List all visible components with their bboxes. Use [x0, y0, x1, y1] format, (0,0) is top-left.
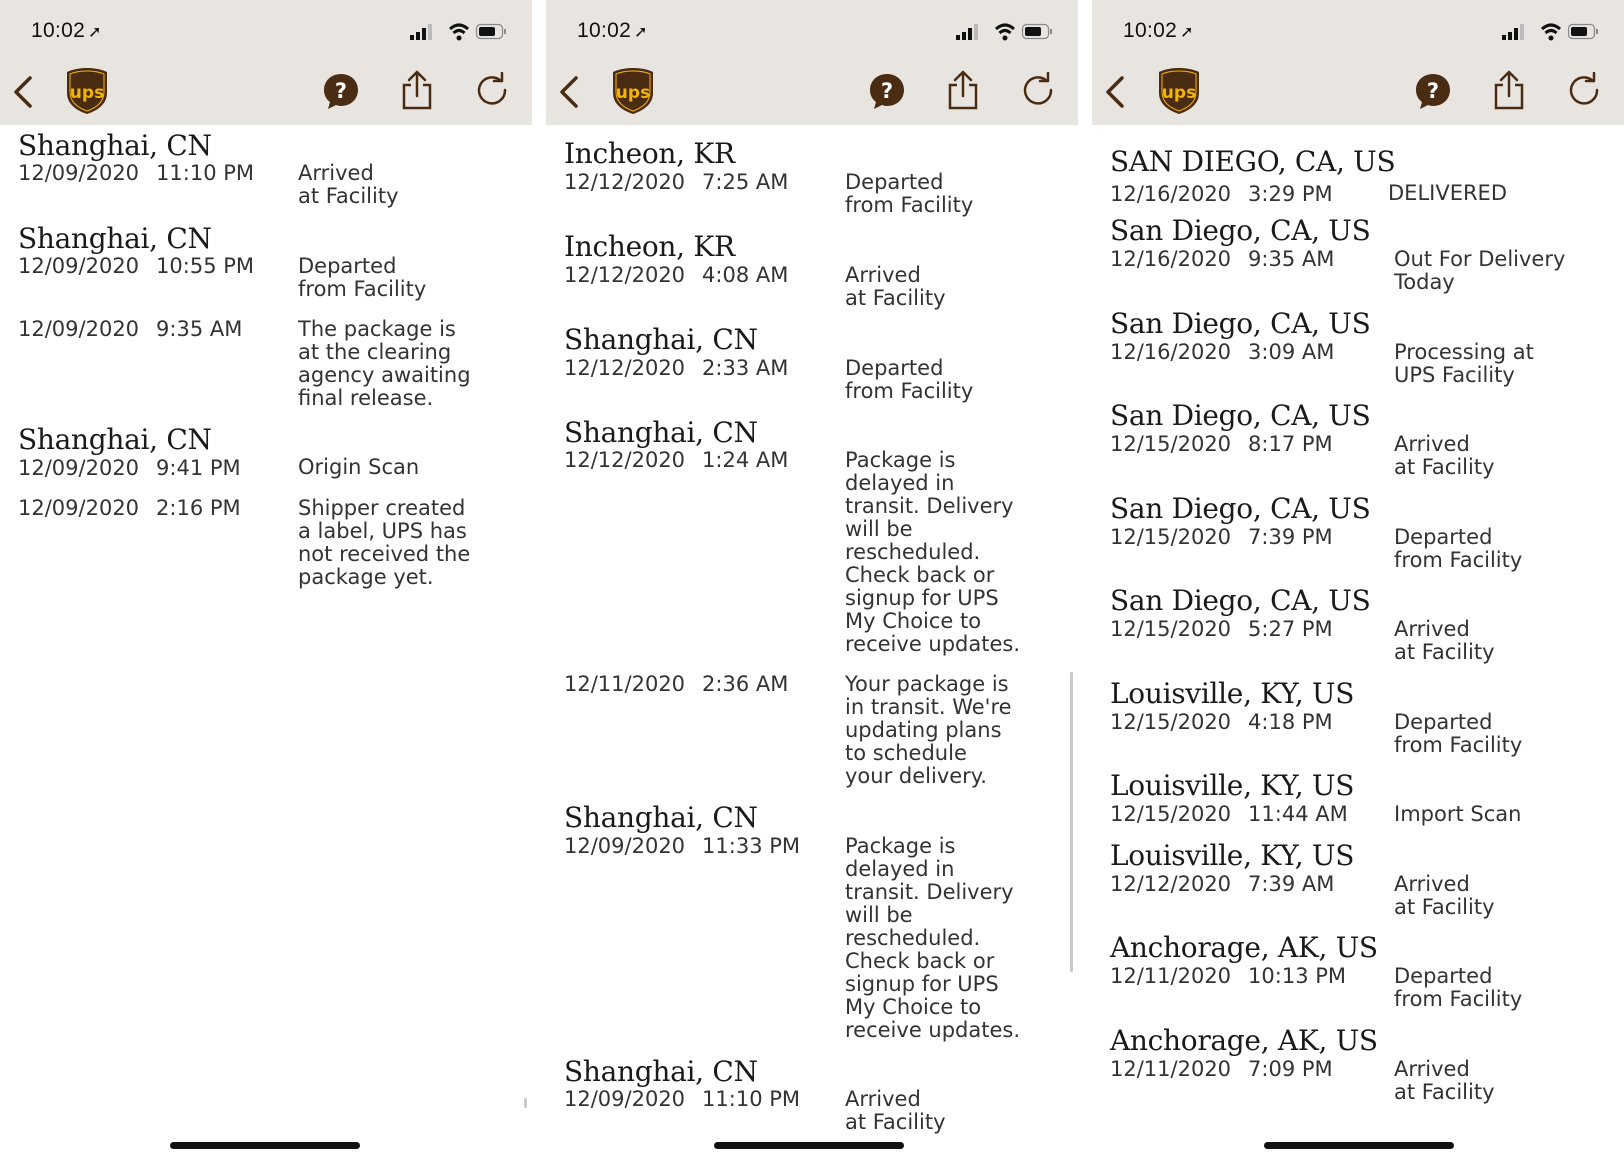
event-description: Your package is in transit. We're updating plans to schedule your delivery.	[845, 672, 1012, 788]
event-datetime: 12/12/2020 1:24 AM	[564, 448, 789, 472]
back-chevron-icon[interactable]	[8, 72, 38, 112]
wifi-icon	[450, 25, 468, 41]
ups-logo	[66, 67, 108, 115]
event-description: Departed from Facility	[298, 254, 427, 301]
refresh-icon[interactable]	[1566, 72, 1602, 108]
nav-bar	[546, 60, 1078, 125]
ups-logo	[612, 67, 654, 115]
event-datetime: 12/15/2020 5:27 PM	[1110, 617, 1333, 641]
svg-text:ups: ups	[615, 83, 651, 103]
back-chevron-icon[interactable]	[1100, 72, 1130, 112]
status-time: 10:02 ➚	[1123, 19, 1194, 42]
system-status-icons	[1502, 20, 1600, 44]
event-datetime: 12/09/2020 11:10 PM	[564, 1087, 801, 1111]
event-description: Arrived at Facility	[1394, 617, 1495, 664]
event-datetime: 12/15/2020 11:44 AM	[1110, 802, 1348, 826]
wifi-icon	[1542, 25, 1560, 41]
event-location: SAN DIEGO, CA, US	[1110, 145, 1396, 178]
event-location: Incheon, KR	[564, 137, 735, 170]
location-arrow-icon: ➚	[1180, 24, 1194, 41]
event-datetime: 12/15/2020 8:17 PM	[1110, 432, 1333, 456]
event-description: Departed from Facility	[1394, 525, 1523, 572]
event-location: Louisville, KY, US	[1110, 677, 1355, 710]
help-icon[interactable]	[322, 72, 360, 110]
share-icon[interactable]	[400, 70, 434, 110]
event-datetime: 12/11/2020 7:09 PM	[1110, 1057, 1333, 1081]
share-icon[interactable]	[946, 70, 980, 110]
location-arrow-icon: ➚	[88, 24, 102, 41]
event-location: Louisville, KY, US	[1110, 769, 1355, 802]
svg-text:?: ?	[880, 79, 894, 103]
event-datetime: 12/12/2020 4:08 AM	[564, 263, 789, 287]
event-location: Shanghai, CN	[564, 1055, 758, 1088]
status-bar	[546, 0, 1078, 60]
event-location: Anchorage, AK, US	[1110, 931, 1378, 964]
scroll-indicator	[524, 1098, 527, 1108]
shipment-progress-list[interactable]	[0, 125, 532, 1158]
event-datetime: 12/15/2020 4:18 PM	[1110, 710, 1333, 734]
status-bar	[0, 0, 532, 60]
event-description: Arrived at Facility	[845, 263, 946, 310]
event-datetime: 12/09/2020 9:41 PM	[18, 456, 241, 480]
event-datetime: 12/16/2020 3:09 AM	[1110, 340, 1335, 364]
battery-icon	[1023, 25, 1053, 39]
svg-text:?: ?	[1426, 79, 1440, 103]
status-bar	[1092, 0, 1624, 60]
event-location: San Diego, CA, US	[1110, 214, 1371, 247]
event-location: Shanghai, CN	[18, 222, 212, 255]
screen-panel-2	[546, 0, 1078, 1158]
event-description: Origin Scan	[298, 455, 420, 479]
help-icon[interactable]	[1414, 72, 1452, 110]
screen-panel-3	[1092, 0, 1624, 1158]
scroll-indicator[interactable]	[1070, 672, 1073, 972]
battery-icon	[477, 25, 507, 39]
svg-text:ups: ups	[1161, 83, 1197, 103]
event-location: Shanghai, CN	[18, 129, 212, 162]
event-location: San Diego, CA, US	[1110, 492, 1371, 525]
event-description: Departed from Facility	[1394, 964, 1523, 1011]
battery-icon	[1569, 25, 1599, 39]
event-description: Shipper created a label, UPS has not received the package yet.	[298, 496, 471, 589]
event-description: Package is delayed in transit. Delivery will be rescheduled. Check back or signup for UPS My Choice to receive updates.	[845, 448, 1021, 656]
event-description: Arrived at Facility	[1394, 1057, 1495, 1104]
event-description: Arrived at Facility	[298, 161, 399, 208]
event-location: Shanghai, CN	[564, 801, 758, 834]
nav-bar	[1092, 60, 1624, 125]
event-datetime: 12/09/2020 11:33 PM	[564, 834, 801, 858]
event-location: Anchorage, AK, US	[1110, 1024, 1378, 1057]
home-indicator[interactable]	[170, 1142, 360, 1149]
cellular-signal-icon	[1502, 24, 1524, 40]
cellular-signal-icon	[956, 24, 978, 40]
home-indicator[interactable]	[714, 1142, 904, 1149]
event-location: Incheon, KR	[564, 230, 735, 263]
back-chevron-icon[interactable]	[554, 72, 584, 112]
nav-bar	[0, 60, 532, 125]
help-icon[interactable]	[868, 72, 906, 110]
status-time: 10:02 ➚	[577, 19, 648, 42]
system-status-icons	[410, 20, 508, 44]
event-location: Louisville, KY, US	[1110, 839, 1355, 872]
shipment-progress-list[interactable]	[1092, 125, 1624, 1158]
event-description: Arrived at Facility	[845, 1087, 946, 1134]
event-description: Out For Delivery Today	[1394, 247, 1566, 294]
event-description: Arrived at Facility	[1394, 432, 1495, 479]
event-datetime: 12/12/2020 7:39 AM	[1110, 872, 1335, 896]
event-location: Shanghai, CN	[18, 423, 212, 456]
home-indicator[interactable]	[1264, 1142, 1454, 1149]
refresh-icon[interactable]	[474, 72, 510, 108]
delivered-status: DELIVERED	[1388, 181, 1507, 205]
event-location: San Diego, CA, US	[1110, 584, 1371, 617]
event-location: San Diego, CA, US	[1110, 307, 1371, 340]
system-status-icons	[956, 20, 1054, 44]
event-location: Shanghai, CN	[564, 416, 758, 449]
shipment-progress-list[interactable]	[546, 125, 1078, 1158]
wifi-icon	[996, 25, 1014, 41]
event-datetime: 12/11/2020 2:36 AM	[564, 672, 789, 696]
event-datetime: 12/11/2020 10:13 PM	[1110, 964, 1347, 988]
event-description: Import Scan	[1394, 802, 1522, 826]
event-description: Departed from Facility	[845, 356, 974, 403]
event-description: Package is delayed in transit. Delivery will be rescheduled. Check back or signup for UPS My Choice to receive updates.	[845, 834, 1021, 1042]
event-datetime: 12/09/2020 9:35 AM	[18, 317, 243, 341]
event-description: Arrived at Facility	[1394, 872, 1495, 919]
refresh-icon[interactable]	[1020, 72, 1056, 108]
event-location: Shanghai, CN	[564, 323, 758, 356]
cellular-signal-icon	[410, 24, 432, 40]
svg-text:?: ?	[334, 79, 348, 103]
event-datetime: 12/16/2020 9:35 AM	[1110, 247, 1335, 271]
screen-panel-1	[0, 0, 532, 1158]
event-datetime: 12/12/2020 2:33 AM	[564, 356, 789, 380]
event-description: Departed from Facility	[845, 170, 974, 217]
event-datetime: 12/12/2020 7:25 AM	[564, 170, 789, 194]
event-datetime: 12/09/2020 10:55 PM	[18, 254, 255, 278]
svg-text:ups: ups	[69, 83, 105, 103]
event-datetime: 12/15/2020 7:39 PM	[1110, 525, 1333, 549]
event-datetime: 12/09/2020 11:10 PM	[18, 161, 255, 185]
event-location: San Diego, CA, US	[1110, 399, 1371, 432]
event-datetime: 12/09/2020 2:16 PM	[18, 496, 241, 520]
share-icon[interactable]	[1492, 70, 1526, 110]
event-description: The package is at the clearing agency awaiting final release.	[298, 317, 471, 410]
status-time: 10:02 ➚	[31, 19, 102, 42]
event-description: Departed from Facility	[1394, 710, 1523, 757]
ups-logo	[1158, 67, 1200, 115]
event-description: Processing at UPS Facility	[1394, 340, 1534, 387]
location-arrow-icon: ➚	[634, 24, 648, 41]
event-datetime: 12/16/2020 3:29 PM	[1110, 182, 1333, 206]
